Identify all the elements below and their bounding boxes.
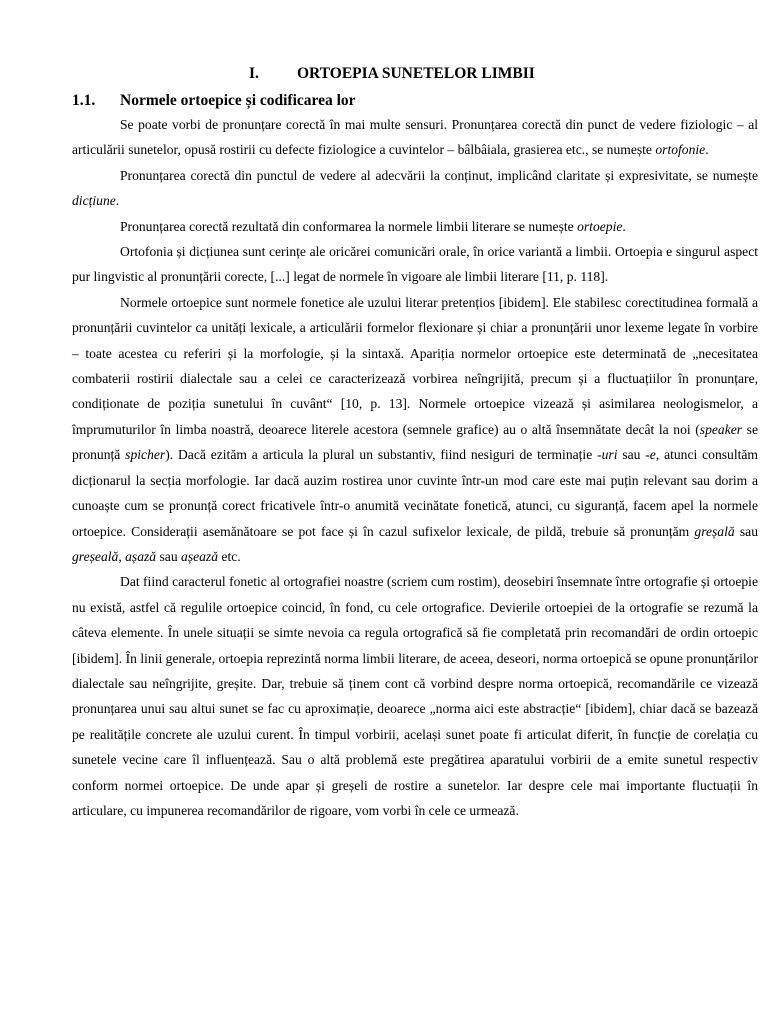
text-run: . (115, 193, 120, 209)
italic-term: ortofonie (655, 142, 706, 158)
text-run: sau (617, 447, 646, 463)
paragraph (72, 569, 758, 823)
section-heading (72, 90, 758, 112)
text-run: se pronunță (72, 421, 758, 463)
text-run: sau (734, 523, 758, 539)
section-title: Normele ortoepice și codificarea lor (120, 92, 356, 109)
italic-term: -uri (597, 447, 618, 463)
text-run: etc. (218, 548, 241, 564)
chapter-number: I. (249, 65, 259, 82)
text-run: Normele ortoepice sunt normele fonetice ale uzului literar pretențios [ibidem]. Ele stabilesc corectitudinea formală a pronunțării cuvintelor ca unități lexicale, a articulării formelor flexionare și chiar a pronunțării unor lexeme legate în vorbire – toate acestea cu referiri și la morfologie, și la sintaxă. Apariția normelor ortoepice este determinată de „necesitatea combaterii rostirii dialectale sau a celei ce caracterizează vorbirea neîngrijită, precum și a fluctuațiilor în pronunțare, condiționate de poziția sunetului în cuvânt“ [10, p. 13]. Normele ortoepice vizează și asimilarea neologismelor, a împrumuturilor în limba noastră, deoarece literele acestora (semnele grafice) au o altă însemnătate decât la noi ( (72, 294, 758, 437)
italic-term: așază (125, 548, 157, 564)
italic-term: greșală (694, 523, 735, 539)
section-number: 1.1. (72, 92, 96, 109)
italic-term: ortoepie (577, 218, 623, 234)
paragraph (72, 214, 758, 239)
text-run: Pronunțarea corectă din punctul de vedere al adecvării la conținut, implicând claritate și expresivitate, se numește (120, 167, 758, 183)
text-run: Se poate vorbi de pronunțare corectă în mai multe sensuri. Pronunțarea corectă din punct de vedere fiziologic – al articulării sunetelor, opusă rostirii cu defecte fiziologice a cuvintelor – bâlbâiala, grasierea etc., se numește (72, 117, 758, 158)
italic-term: greșeală (72, 548, 119, 564)
text-run: , atunci consultăm dicționarul la secția morfologie. Iar dacă auzim rostirea unor cuvinte într-un mod care este mai puțin relevant sau dorim a cunoaște cum se pronunță corect fricativele într-o anumită vecinătate fonetică, atunci, cu siguranță, facem apel la normele ortoepice. Considerații asemănătoare se pot face și în cazul sufixelor lexicale, de pildă, trebuie să pronunțăm (72, 447, 759, 539)
paragraph (72, 112, 758, 163)
text-run: Dat fiind caracterul fonetic al ortografiei noastre (scriem cum rostim), deosebiri însemnate între ortografie și ortoepie nu există, astfel că regulile ortoepice coincid, în fond, cu cele ortografice. Devierile ortoepiei de la ortografie se rezumă la câteva elemente. În unele situații se simte nevoia ca regula ortografică să fie completată prin recomandări de ordin ortoepic [ibidem]. În linii generale, ortoepia reprezintă norma limbii literare, de aceea, deseori, norma ortoepică se opune pronunțărilor dialectale sau neîngrijite, greșite. Dar, trebuie să ținem cont că vorbind despre norma ortoepică, recomandările ce vizează pronunțarea unui sau altui sunet se fac cu aproximație, deoarece „norma aici este abstracție“ [ibidem], chiar dacă se bazează pe realitățile concrete ale uzului curent. În timpul vorbirii, același sunet poate fi articulat diferit, în funcție de corelația cu sunetele vecine care îl influențează. Sau o altă problemă este pregătirea aparatului vorbirii de a emite sunetul respectiv conform normei ortoepice. De unde apar și greșeli de rostire a sunetelor. Iar despre cele mai importante fluctuații în articulare, cu impunerea recomandărilor de rigoare, vom vorbi în cele ce urmează. (72, 574, 758, 818)
paragraph (72, 163, 758, 214)
italic-term: dicțiune (72, 193, 116, 209)
italic-term: speaker (699, 421, 743, 437)
text-run: . (622, 218, 626, 234)
text-run: , (118, 548, 126, 564)
italic-term: așează (181, 548, 219, 564)
paragraph (72, 239, 758, 290)
paragraph (72, 290, 758, 569)
italic-term: -e (645, 447, 656, 463)
italic-term: spicher (125, 447, 166, 463)
chapter-heading (72, 62, 758, 86)
body-text (72, 112, 758, 823)
text-run: . (705, 142, 709, 158)
chapter-title: ORTOEPIA SUNETELOR LIMBII (297, 65, 535, 82)
text-run: ). Dacă ezităm a articula la plural un substantiv, fiind nesiguri de terminație (165, 447, 598, 463)
text-run: Ortofonia și dicțiunea sunt cerințe ale oricărei comunicări orale, în orice variantă a limbii. Ortoepia e singurul aspect pur lingvistic al pronunțării corecte, [...] legat de normele în vigoare ale limbii literare [11, p. 118]. (72, 244, 758, 285)
text-run: Pronunțarea corectă rezultată din conformarea la normele limbii literare se numește (120, 218, 578, 234)
document-page (72, 62, 758, 823)
text-run: sau (156, 548, 182, 564)
